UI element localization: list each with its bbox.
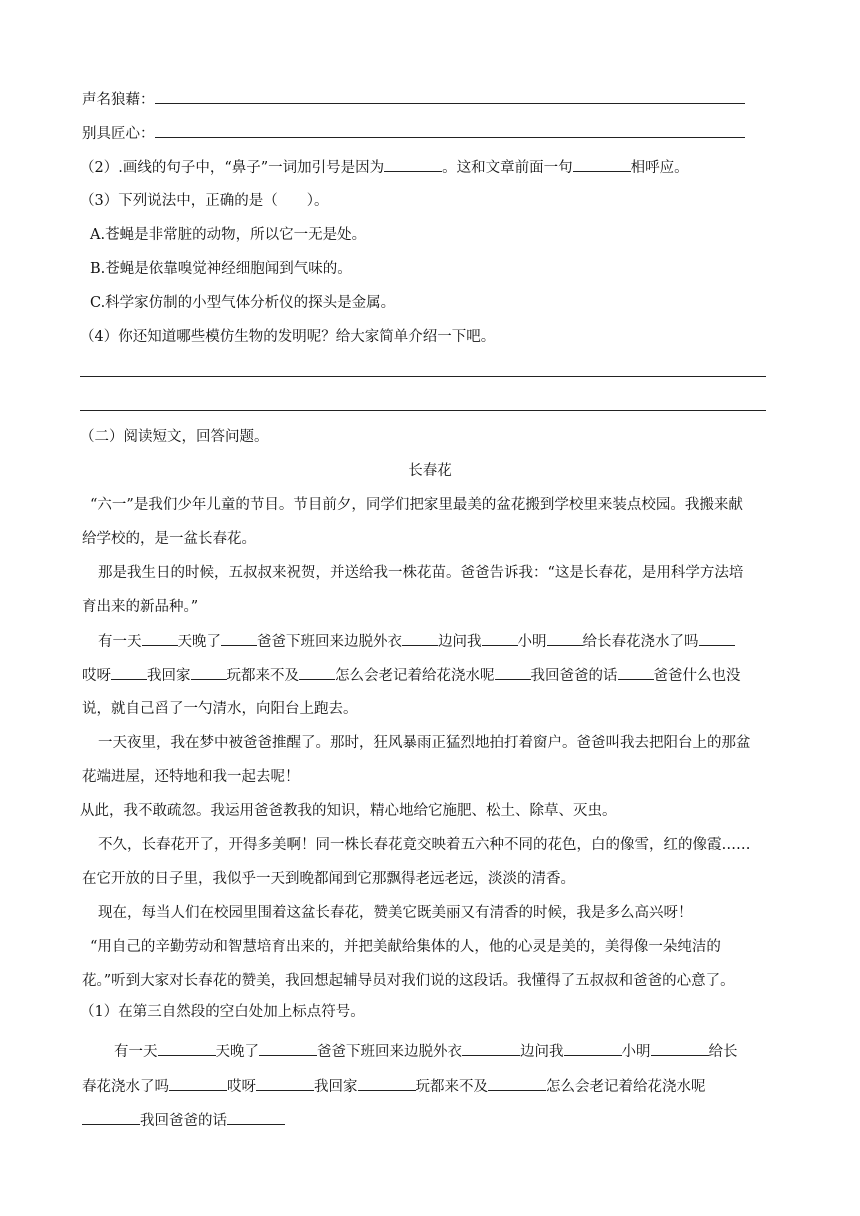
answer-blank[interactable] [155,89,745,104]
answer-blank[interactable] [573,157,631,172]
text-segment: 怎么会老记着给花浇水呢 [335,668,495,684]
q3-option-c[interactable]: C.科学家仿制的小型气体分析仪的探头是金属。 [90,295,396,311]
q2-part-2: 。这和文章前面一句 [442,160,573,176]
punctuation-blank[interactable] [227,1110,285,1125]
punctuation-blank[interactable] [482,631,518,646]
punctuation-blank[interactable] [462,1041,520,1056]
text-segment: 给长春花浇水了吗 [582,634,699,650]
q1-label-2: 别具匠心： [82,126,155,142]
answer-blank[interactable] [155,123,745,138]
q3-option-a[interactable]: A.苍蝇是非常脏的动物，所以它一无是处。 [90,227,367,243]
passage-p3-line3: 说，就自己舀了一勺清水，向阳台上跑去。 [82,701,358,717]
q1-label-1: 声名狼藉： [82,92,155,108]
section-heading: （二）阅读短文，回答问题。 [80,429,269,445]
q2-line [80,157,766,178]
sub1-line3 [82,1110,766,1131]
text-segment: 玩都来不及 [226,668,299,684]
text-segment: 天晚了 [215,1044,259,1060]
q3-option-b[interactable]: B.苍蝇是依靠嗅觉神经细胞闻到气味的。 [90,261,352,277]
passage-p1-line2: 给学校的，是一盆长春花。 [82,531,256,547]
punctuation-blank[interactable] [358,1076,416,1091]
q3-stem: （3）下列说法中，正确的是（ ）。 [80,193,329,209]
passage-p3-line1 [98,631,766,652]
punctuation-blank[interactable] [169,1076,227,1091]
text-segment: 边问我 [438,634,482,650]
passage-p8-line2: 花。”听到大家对长春花的赞美，我回想起辅导员对我们说的这段话。我懂得了五叔叔和爸爸的心意了。 [82,973,735,989]
text-segment: 怎么会老记着给花浇水呢 [546,1079,706,1095]
passage-p2-line1: 那是我生日的时候，五叔叔来祝贺，并送给我一株花苗。爸爸告诉我：“这是长春花，是用科学方法培 [98,565,744,581]
passage-p4-line2: 花端进屋，还特地和我一起去呢！ [82,769,300,785]
text-segment: 爸爸下班回来边脱外衣 [257,634,402,650]
q4-answer-line[interactable] [80,410,766,411]
punctuation-blank[interactable] [651,1041,709,1056]
q1-line-2 [82,123,766,144]
text-segment: 小明 [517,634,547,650]
text-segment: 哎呀 [227,1079,256,1095]
text-segment: 给长 [708,1044,738,1060]
sub1-line1 [114,1041,766,1062]
passage-p5: 从此，我不敢疏忽。我运用爸爸教我的知识，精心地给它施肥、松土、除草、灭虫。 [80,803,617,819]
punctuation-blank[interactable] [191,665,227,680]
text-segment: 天晚了 [177,634,221,650]
punctuation-blank[interactable] [618,665,654,680]
text-segment: 边问我 [520,1044,564,1060]
text-segment: 爸爸下班回来边脱外衣 [317,1044,462,1060]
text-segment: 我回爸爸的话 [140,1113,227,1129]
passage-p2-line2: 育出来的新品种。” [82,599,199,615]
q2-part-1: （2）.画线的句子中，“鼻子”一词加引号是因为 [80,160,385,176]
text-segment: 爸爸什么也没 [653,668,741,684]
passage-p8-line1: “用自己的辛勤劳动和智慧培育出来的，并把美献给集体的人，他的心灵是美的，美得像一朵纯洁的 [90,939,721,955]
punctuation-blank[interactable] [299,665,335,680]
passage-p6-line2: 在它开放的日子里，我似乎一天到晚都闻到它那飘得老远老远，淡淡的清香。 [82,871,575,887]
punctuation-blank[interactable] [221,631,257,646]
passage-p1-line1: “六一”是我们少年儿童的节目。节目前夕，同学们把家里最美的盆花搬到学校里来装点校园。我搬来献 [90,497,743,513]
text-segment: 我回家 [314,1079,358,1095]
q1-line-1 [82,89,766,110]
punctuation-blank[interactable] [256,1076,314,1091]
text-segment: 春花浇水了吗 [82,1079,169,1095]
q4-answer-line[interactable] [80,376,766,377]
punctuation-blank[interactable] [495,665,531,680]
punctuation-blank[interactable] [564,1041,622,1056]
punctuation-blank[interactable] [259,1041,317,1056]
text-segment: 哎呀 [82,668,111,684]
passage-p4-line1: 一天夜里，我在梦中被爸爸推醒了。那时，狂风暴雨正猛烈地拍打着窗户。爸爸叫我去把阳台上的那盆 [98,735,751,751]
text-segment: 我回家 [147,668,191,684]
q2-part-3: 相呼应。 [630,160,689,176]
passage-p3-line2 [82,665,766,686]
punctuation-blank[interactable] [158,1041,216,1056]
text-segment: 有一天 [114,1044,158,1060]
punctuation-blank[interactable] [402,631,438,646]
sub1-line2 [82,1076,766,1097]
q4-stem: （4）你还知道哪些模仿生物的发明呢？给大家简单介绍一下吧。 [80,329,496,345]
text-segment: 有一天 [98,634,142,650]
text-segment: 我回爸爸的话 [530,668,618,684]
punctuation-blank[interactable] [111,665,147,680]
punctuation-blank[interactable] [699,631,735,646]
punctuation-blank[interactable] [488,1076,546,1091]
passage-p6-line1: 不久，长春花开了，开得多美啊！同一株长春花竟交映着五六种不同的花色，白的像雪，红的像霞…… [98,837,751,853]
answer-blank[interactable] [384,157,442,172]
text-segment: 玩都来不及 [415,1079,488,1095]
punctuation-blank[interactable] [547,631,583,646]
punctuation-blank[interactable] [82,1110,140,1125]
passage-p7: 现在，每当人们在校园里围着这盆长春花，赞美它既美丽又有清香的时候，我是多么高兴呀！ [98,905,693,921]
punctuation-blank[interactable] [142,631,178,646]
passage-title: 长春花 [408,463,452,479]
text-segment: 小明 [621,1044,651,1060]
sub1-stem: （1）在第三自然段的空白处加上标点符号。 [80,1004,365,1020]
